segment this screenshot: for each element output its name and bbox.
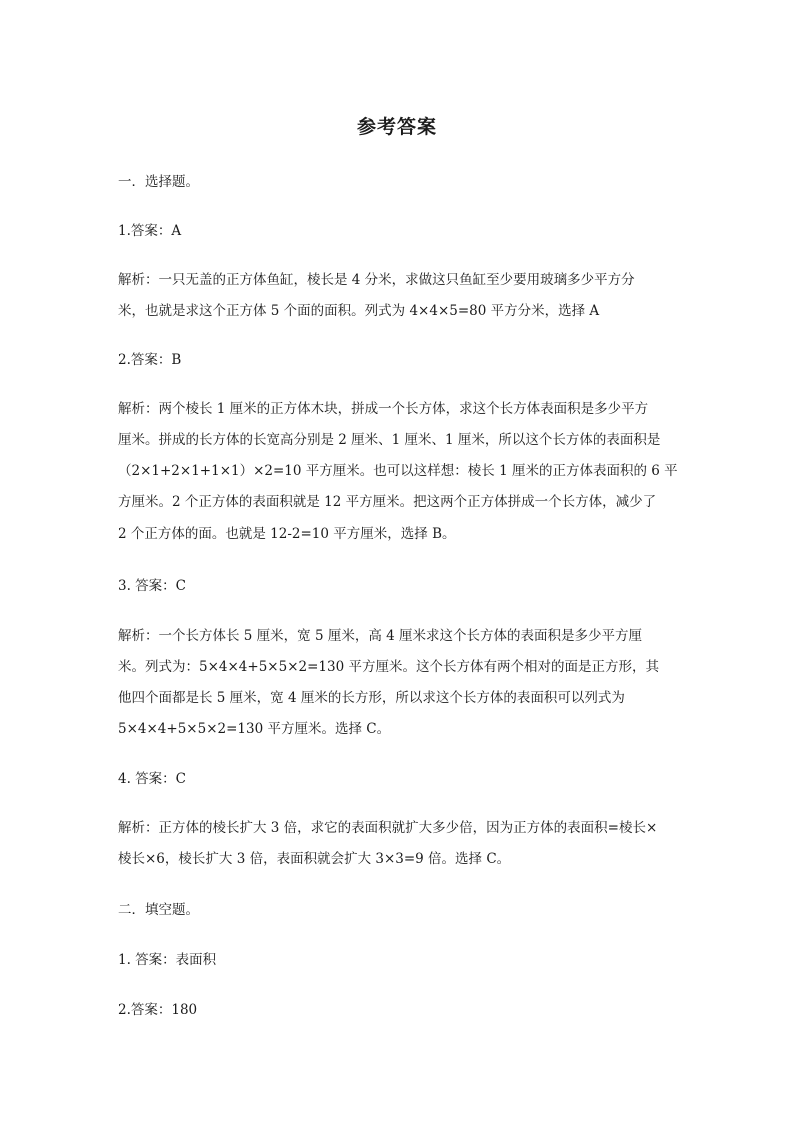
section-heading-choice: 一．选择题。 — [118, 174, 199, 190]
answer-line: 2.答案：B — [118, 352, 182, 368]
analysis-line: 米。列式为：5×4×4+5×5×2=130 平方厘米。这个长方体有两个相对的面是正方形，其 — [118, 659, 659, 675]
analysis-line: 厘米。拼成的长方体的长宽高分别是 2 厘米、1 厘米、1 厘米，所以这个长方体的表面积是 — [118, 432, 661, 448]
analysis-line: 棱长×6，棱长扩大 3 倍，表面积就会扩大 3×3=9 倍。选择 C。 — [118, 851, 511, 867]
analysis-line: 解析：正方体的棱长扩大 3 倍，求它的表面积就扩大多少倍，因为正方体的表面积=棱长× — [118, 820, 658, 836]
answer-line: 1. 答案：表面积 — [118, 952, 217, 968]
analysis-line: 米，也就是求这个正方体 5 个面的面积。列式为 4×4×5=80 平方分米，选择 A — [118, 303, 600, 319]
answer-line: 1.答案：A — [118, 223, 182, 239]
answer-line: 4. 答案：C — [118, 771, 187, 787]
analysis-line: 方厘米。2 个正方体的表面积就是 12 平方厘米。把这两个正方体拼成一个长方体，减少了 — [118, 494, 657, 510]
analysis-line: 解析：一个长方体长 5 厘米，宽 5 厘米，高 4 厘米求这个长方体的表面积是多少平方厘 — [118, 628, 643, 644]
section-heading-fill: 二．填空题。 — [118, 902, 199, 918]
page-title: 参考答案 — [356, 116, 437, 138]
analysis-line: 2 个正方体的面。也就是 12-2=10 平方厘米，选择 B。 — [118, 526, 456, 542]
answer-line: 2.答案：180 — [118, 1002, 198, 1018]
analysis-line: 5×4×4+5×5×2=130 平方厘米。选择 C。 — [118, 721, 391, 737]
analysis-line: （2×1+2×1+1×1）×2=10 平方厘米。也可以这样想：棱长 1 厘米的正方体表面积的 6 平 — [118, 463, 678, 479]
answer-line: 3. 答案：C — [118, 578, 187, 594]
analysis-line: 解析：两个棱长 1 厘米的正方体木块，拼成一个长方体，求这个长方体表面积是多少平方 — [118, 401, 649, 417]
analysis-line: 解析：一只无盖的正方体鱼缸，棱长是 4 分米，求做这只鱼缸至少要用玻璃多少平方分 — [118, 272, 635, 288]
analysis-line: 他四个面都是长 5 厘米，宽 4 厘米的长方形，所以求这个长方体的表面积可以列式为 — [118, 690, 625, 706]
